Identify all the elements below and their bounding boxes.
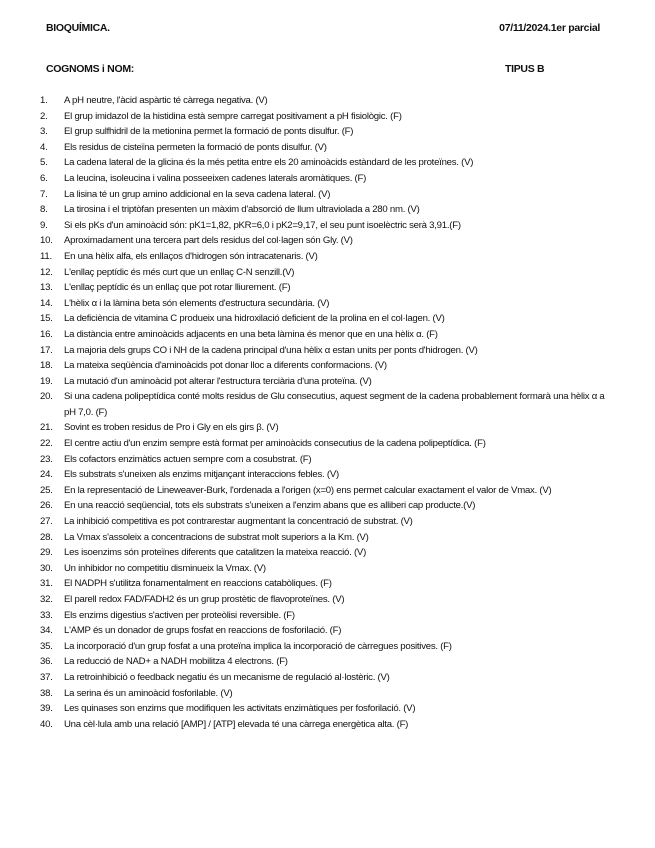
question-number: 31. — [40, 578, 53, 590]
question-item — [40, 327, 605, 343]
question-number: 34. — [40, 625, 53, 637]
question-text: La deficiència de vitamina C produeix una hidroxilació deficient de la prolina en el col·lagen. (V) — [64, 313, 445, 325]
question-number: 13. — [40, 282, 53, 294]
question-item — [40, 358, 605, 374]
question-number: 2. — [40, 110, 48, 122]
question-text: A pH neutre, l'àcid aspàrtic té càrrega negativa. (V) — [64, 95, 268, 106]
question-item — [40, 467, 605, 483]
exam-type: TIPUS B — [505, 63, 545, 75]
question-text: Un inhibidor no competitiu disminueix la Vmax. (V) — [64, 562, 266, 574]
question-text: La leucina, isoleucina i valina posseeixen cadenes laterals aromàtiques. (F) — [64, 172, 367, 184]
question-item — [40, 343, 605, 359]
question-item — [40, 717, 605, 733]
question-text: L'enllaç peptídic és un enllaç que pot rotar lliurement. (F) — [64, 282, 291, 294]
question-number: 5. — [40, 157, 48, 169]
question-text: L'AMP és un donador de grups fosfat en reaccions de fosforilació. (F) — [64, 625, 342, 637]
question-item — [40, 654, 605, 670]
question-text: La inhibició competitiva es pot contrarestar augmentant la concentració de substrat. (V) — [64, 516, 413, 528]
question-text: La incorporació d'un grup fosfat a una proteïna implica la incorporació de càrregues positives. (F) — [64, 640, 452, 652]
question-number: 33. — [40, 609, 53, 621]
question-text: En la representació de Lineweaver-Burk, l'ordenada a l'origen (x=0) ens permet calcular exactament el valor de Vmax. (V) — [64, 484, 552, 496]
question-text: La reducció de NAD+ a NADH mobilitza 4 electrons. (F) — [64, 656, 288, 668]
question-text: Les isoenzims són proteïnes diferents que catalitzen la mateixa reacció. (V) — [64, 547, 367, 559]
question-text: La tirosina i el triptòfan presenten un màxim d'absorció de llum ultraviolada a 280 nm. (V) — [64, 204, 420, 216]
question-text: El NADPH s'utilitza fonamentalment en reaccions catabòliques. (F) — [64, 578, 332, 590]
question-item — [40, 296, 605, 312]
question-number: 29. — [40, 547, 53, 559]
question-item — [40, 436, 605, 452]
question-item — [40, 592, 605, 608]
exam-date: 07/11/2024.1er parcial — [499, 22, 600, 34]
question-number: 23. — [40, 453, 53, 465]
subject-title: BIOQUÍMICA. — [46, 22, 110, 34]
question-item — [40, 171, 605, 187]
question-item — [40, 249, 605, 265]
question-item — [40, 187, 605, 203]
question-item — [40, 514, 605, 530]
question-item — [40, 202, 605, 218]
question-text: La retroinhibició o feedback negatiu és un mecanisme de regulació al·lostèric. (V) — [64, 671, 390, 683]
question-text: La cadena lateral de la glicina és la més petita entre els 20 aminoàcids estàndard de les proteïnes. (V) — [64, 157, 474, 169]
question-number: 3. — [40, 126, 48, 138]
question-text: Els substrats s'uneixen als enzims mitjançant interaccions febles. (V) — [64, 469, 339, 481]
question-item — [40, 623, 605, 639]
question-item — [40, 670, 605, 686]
question-number: 39. — [40, 703, 53, 715]
question-item — [40, 280, 605, 296]
question-number: 25. — [40, 484, 53, 496]
question-text: Les quinases son enzims que modifiquen les activitats enzimàtiques per fosforilació. (V) — [64, 703, 416, 715]
question-item — [40, 530, 605, 546]
question-item — [40, 389, 605, 420]
question-item — [40, 483, 605, 499]
question-text: Sovint es troben residus de Pro i Gly en els girs β. (V) — [64, 422, 279, 434]
question-number: 8. — [40, 204, 48, 216]
question-number: 30. — [40, 562, 53, 574]
question-text: Els cofactors enzimàtics actuen sempre com a cosubstrat. (F) — [64, 453, 312, 465]
question-item — [40, 155, 605, 171]
question-item — [40, 140, 605, 156]
question-item — [40, 233, 605, 249]
question-number: 22. — [40, 438, 53, 450]
question-number: 32. — [40, 594, 53, 605]
question-number: 28. — [40, 531, 53, 543]
question-text: La serina és un aminoàcid fosforilable. (V) — [64, 687, 233, 699]
question-text: La majoria dels grups CO i NH de la cadena principal d'una hèlix α estan units per ponts d'hidrogen. (V) — [64, 344, 478, 356]
question-text: En una hèlix alfa, els enllaços d'hidrogen són intracatenaris. (V) — [64, 250, 318, 262]
question-number: 11. — [40, 250, 52, 262]
question-item — [40, 561, 605, 577]
question-text: Si una cadena polipeptídica conté molts residus de Glu consecutius, aquest segment de la cadena probablement formarà una hèlix α a pH 7,0. (F) — [64, 391, 605, 418]
question-text: El grup sulfhidril de la metionina permet la formació de ponts disulfur. (F) — [64, 126, 354, 138]
question-text: Els residus de cisteïna permeten la formació de ponts disulfur. (V) — [64, 141, 327, 153]
question-number: 10. — [40, 235, 53, 247]
question-number: 26. — [40, 500, 53, 512]
question-number: 6. — [40, 172, 48, 184]
question-item — [40, 545, 605, 561]
question-number: 14. — [40, 297, 53, 309]
question-number: 15. — [40, 313, 53, 325]
question-item — [40, 311, 605, 327]
question-item — [40, 124, 605, 140]
question-number: 12. — [40, 266, 53, 278]
question-text: El grup imidazol de la histidina està sempre carregat positivament a pH fisiològic. (F) — [64, 110, 402, 122]
question-number: 7. — [40, 188, 48, 200]
question-number: 37. — [40, 671, 53, 683]
question-item — [40, 701, 605, 717]
question-number: 9. — [40, 219, 48, 231]
question-item — [40, 576, 605, 592]
question-item — [40, 686, 605, 702]
question-list — [40, 93, 605, 732]
question-number: 18. — [40, 360, 53, 372]
question-text: Si els pKs d'un aminoàcid són: pK1=1,82, pKR=6,0 i pK2=9,17, el seu punt isoelèctric serà 3,91.(F) — [64, 219, 461, 231]
question-text: La mutació d'un aminoàcid pot alterar l'estructura terciària d'una proteïna. (V) — [64, 375, 372, 387]
question-number: 17. — [40, 344, 53, 356]
question-number: 20. — [40, 391, 53, 403]
question-item — [40, 608, 605, 624]
question-number: 36. — [40, 656, 53, 668]
question-text: El parell redox FAD/FADH2 és un grup prostètic de flavoproteïnes. (V) — [64, 594, 345, 605]
question-text: Els enzims digestius s'activen per proteòlisi reversible. (F) — [64, 609, 295, 621]
question-item — [40, 265, 605, 281]
question-text: La lisina té un grup amino addicional en la seva cadena lateral. (V) — [64, 188, 331, 200]
question-text: La mateixa seqüència d'aminoàcids pot donar lloc a diferents conformacions. (V) — [64, 360, 387, 372]
question-number: 16. — [40, 328, 53, 340]
question-item — [40, 109, 605, 125]
question-text: Aproximadament una tercera part dels residus del col·lagen són Gly. (V) — [64, 235, 353, 247]
question-item — [40, 498, 605, 514]
question-item — [40, 374, 605, 390]
question-text: La Vmax s'assoleix a concentracions de substrat molt superiors a la Km. (V) — [64, 531, 369, 543]
question-number: 19. — [40, 375, 53, 387]
question-text: L'enllaç peptídic és més curt que un enllaç C-N senzill.(V) — [64, 266, 295, 278]
question-item — [40, 218, 605, 234]
question-text: L'hèlix α i la làmina beta són elements d'estructura secundària. (V) — [64, 297, 330, 309]
question-text: En una reacció seqüencial, tots els substrats s'uneixen a l'enzim abans que es alliberi cap producte.(V) — [64, 500, 476, 512]
question-number: 4. — [40, 141, 48, 153]
question-number: 38. — [40, 687, 53, 699]
question-text: Una cèl·lula amb una relació [AMP] / [ATP] elevada té una càrrega energètica alta. (F) — [64, 718, 409, 730]
question-number: 21. — [40, 422, 53, 434]
question-text: La distància entre aminoàcids adjacents en una beta làmina és menor que en una hèlix α. (F) — [64, 328, 438, 340]
question-number: 35. — [40, 640, 53, 652]
question-number: 27. — [40, 516, 53, 528]
question-number: 1. — [40, 95, 48, 106]
question-item — [40, 639, 605, 655]
question-text: El centre actiu d'un enzim sempre està format per aminoàcids consecutius de la cadena polipeptídica. (F) — [64, 438, 486, 450]
question-item — [40, 452, 605, 468]
question-item — [40, 93, 605, 109]
question-number: 24. — [40, 469, 53, 481]
question-number: 40. — [40, 718, 53, 730]
name-label: COGNOMS i NOM: — [46, 63, 134, 75]
question-item — [40, 420, 605, 436]
